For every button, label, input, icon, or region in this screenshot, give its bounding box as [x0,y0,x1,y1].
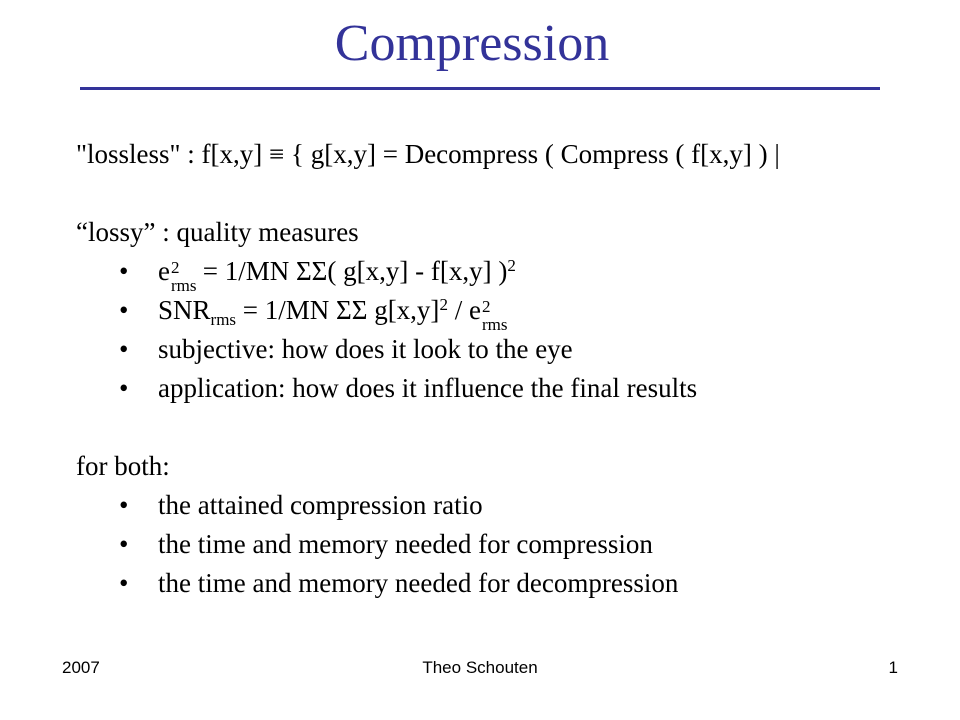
slide-body [76,135,936,603]
lossless-pre: "lossless" : f[x,y] [76,139,270,169]
application-text: application: how does it influence the final results [158,373,698,403]
footer-author: Theo Schouten [422,658,538,677]
title-underline [80,87,880,90]
formula-snr: $SNR_{rms} = 1/MN$ ΣΣ $g[x,y]^2$ / e 2 rms [158,295,508,334]
lossless-definition [76,135,936,174]
bullet-dot: • [119,529,129,559]
ratio-text: the attained compression ratio [158,490,483,520]
compression-cost-text: the time and memory needed for compression [158,529,653,559]
slide-title: Compression [334,15,610,72]
bullet-dot: • [119,373,129,403]
bullet-application [76,369,936,408]
bullet-dot: • [119,568,129,598]
lossy-heading: “lossy” : quality measures [76,217,359,247]
bullet-compression-cost [76,525,936,564]
bullet-snr [76,291,936,334]
bullet-dot: • [119,490,129,520]
bullet-decompression-cost [76,564,936,603]
bullet-ratio [76,486,936,525]
footer-page-number: 1 [888,658,898,677]
both-heading: for both: [76,451,170,481]
bullet-subjective [76,330,936,369]
decompression-cost-text: the time and memory needed for decompression [158,568,679,598]
formula-e-rms: e 2 rms = 1/MN ΣΣ( g[x,y] - f[x,y] )$^2$ [158,256,516,295]
bullet-dot: • [119,334,129,364]
footer-year: 2007 [62,658,100,677]
subjective-text: subjective: how does it look to the eye [158,334,573,364]
bullet-e-rms [76,252,936,295]
bullet-dot: • [119,295,129,325]
equiv-symbol: ≡ [269,139,285,169]
lossless-post: { g[x,y] = Decompress ( Compress ( f[x,y] ) | [284,139,780,169]
bullet-dot: • [119,256,129,286]
